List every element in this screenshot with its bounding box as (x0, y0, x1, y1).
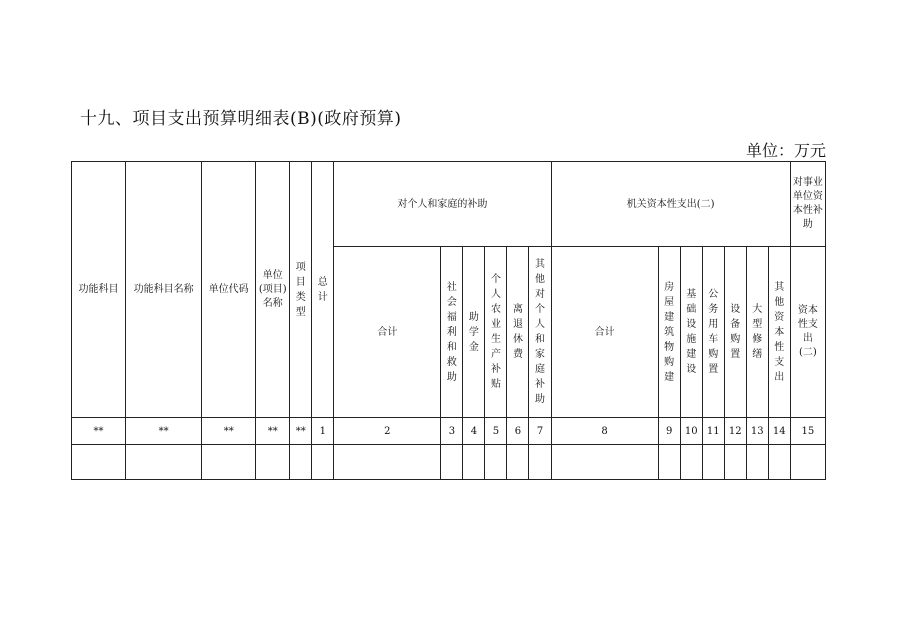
code-cell: 9 (658, 418, 680, 445)
data-cell (680, 445, 702, 480)
code-cell: 4 (463, 418, 485, 445)
code-cell: 7 (529, 418, 551, 445)
header-capital-other (768, 247, 790, 418)
code-cell: ** (72, 418, 126, 445)
header-personal-retirement (507, 247, 529, 418)
header-group-personal: 对个人和家庭的补助 (334, 162, 551, 247)
data-cell (551, 445, 658, 480)
header-total-text: 总计 (317, 276, 328, 303)
data-cell (312, 445, 334, 480)
data-cell (72, 445, 126, 480)
header-personal-other (529, 247, 551, 418)
budget-table (71, 161, 826, 480)
code-cell: ** (126, 418, 202, 445)
code-cell: ** (256, 418, 290, 445)
code-cell: 3 (441, 418, 463, 445)
header-capital-infrastructure (680, 247, 702, 418)
code-row (72, 418, 826, 445)
data-cell (658, 445, 680, 480)
data-cell (746, 445, 768, 480)
data-cell (529, 445, 551, 480)
header-capital-equipment (724, 247, 746, 418)
header-group-subsidy (790, 162, 825, 247)
data-cell (126, 445, 202, 480)
data-cell (290, 445, 312, 480)
header-capital-buildings-text: 房屋建筑物购建 (664, 281, 675, 383)
header-project-type-text: 项目类型 (295, 261, 306, 318)
header-personal-scholarship (463, 247, 485, 418)
code-cell: ** (290, 418, 312, 445)
unit-label: 单位：万元 (745, 141, 826, 160)
header-capital-vehicles (702, 247, 724, 418)
header-personal-other-text: 其他对个人和家庭补助 (535, 259, 545, 405)
header-capital-repairs-text: 大型修缮 (752, 304, 763, 360)
header-personal-total: 合计 (334, 247, 441, 418)
header-func-subject: 功能科目 (72, 162, 126, 418)
header-capital-equipment-text: 设备购置 (730, 304, 741, 360)
code-cell: 15 (790, 418, 825, 445)
data-cell (790, 445, 825, 480)
header-total (312, 162, 334, 418)
header-unit-code: 单位代码 (202, 162, 256, 418)
code-cell: 10 (680, 418, 702, 445)
data-cell (463, 445, 485, 480)
header-unit-name (256, 162, 290, 418)
header-capital-total: 合计 (551, 247, 658, 418)
header-personal-welfare-text: 社会福利和救助 (446, 281, 457, 383)
header-unit-name-text: 单位(项目)名称 (258, 269, 287, 309)
code-cell: 8 (551, 418, 658, 445)
data-cell (334, 445, 441, 480)
header-subsidy-capital (790, 247, 825, 418)
code-cell: 5 (485, 418, 507, 445)
data-cell (702, 445, 724, 480)
header-personal-retirement-text: 离退休费 (512, 304, 523, 360)
header-capital-repairs (746, 247, 768, 418)
header-subsidy-capital-text: 资本性支出(二) (797, 305, 818, 358)
header-func-subject-name: 功能科目名称 (126, 162, 202, 418)
data-cell (507, 445, 529, 480)
header-project-type (290, 162, 312, 418)
data-cell (724, 445, 746, 480)
data-cell (256, 445, 290, 480)
header-capital-buildings (658, 247, 680, 418)
header-capital-infrastructure-text: 基础设施建设 (686, 289, 697, 375)
data-cell (202, 445, 256, 480)
code-cell: 14 (768, 418, 790, 445)
data-cell (441, 445, 463, 480)
header-personal-agri-subsidy (485, 247, 507, 418)
header-capital-other-text: 其他资本性支出 (774, 281, 785, 383)
data-row-empty (72, 445, 826, 480)
header-personal-scholarship-text: 助学金 (468, 311, 479, 353)
code-cell: 2 (334, 418, 441, 445)
header-personal-agri-subsidy-text: 个人农业生产补贴 (490, 274, 501, 390)
page-title: 十九、项目支出预算明细表(B)(政府预算) (80, 109, 402, 129)
header-group-subsidy-text: 对事业单位资本性补助 (792, 177, 823, 230)
code-cell: ** (202, 418, 256, 445)
code-cell: 11 (702, 418, 724, 445)
header-personal-welfare (441, 247, 463, 418)
header-group-capital: 机关资本性支出(二) (551, 162, 790, 247)
header-row-groups (72, 162, 826, 247)
code-cell: 1 (312, 418, 334, 445)
data-cell (485, 445, 507, 480)
code-cell: 12 (724, 418, 746, 445)
header-capital-vehicles-text: 公务用车购置 (708, 289, 719, 375)
code-cell: 13 (746, 418, 768, 445)
code-cell: 6 (507, 418, 529, 445)
data-cell (768, 445, 790, 480)
